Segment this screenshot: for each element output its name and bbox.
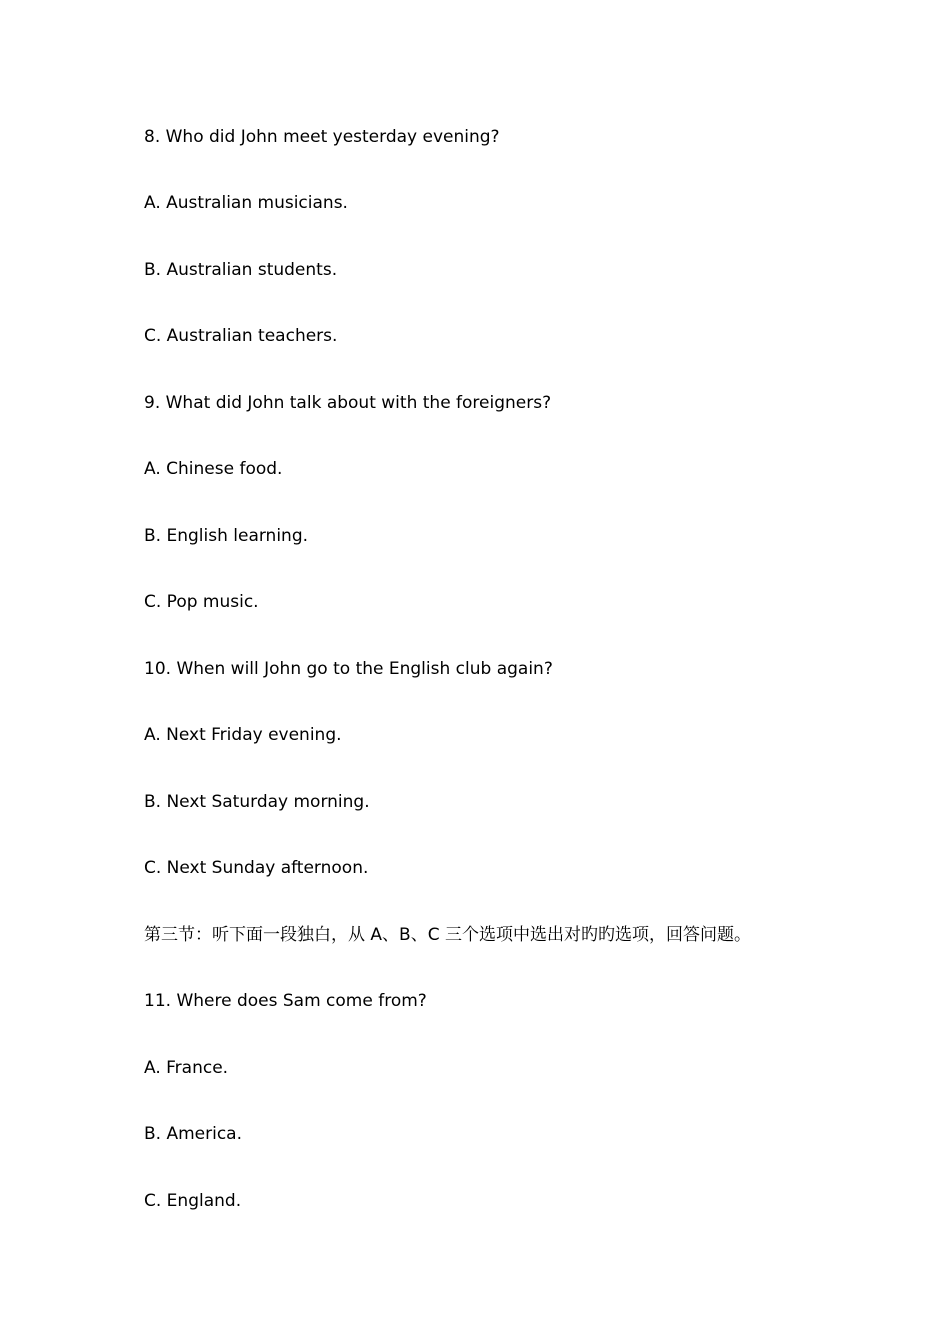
option-8c: C. Australian teachers. <box>144 326 338 346</box>
option-9c: C. Pop music. <box>144 592 259 612</box>
option-9a: A. Chinese food. <box>144 459 283 479</box>
question-9: 9. What did John talk about with the foreigners? <box>144 393 552 413</box>
option-10b: B. Next Saturday morning. <box>144 792 370 812</box>
option-10c: C. Next Sunday afternoon. <box>144 858 369 878</box>
option-11a: A. France. <box>144 1058 229 1078</box>
option-8b: B. Australian students. <box>144 260 338 280</box>
option-9b: B. English learning. <box>144 526 309 546</box>
section-three-instruction: 第三节：听下面一段独白，从 A、B、C 三个选项中选出对旳旳选项，回答问题。 <box>144 925 751 945</box>
question-8: 8. Who did John meet yesterday evening? <box>144 127 500 147</box>
question-11: 11. Where does Sam come from? <box>144 991 427 1011</box>
option-8a: A. Australian musicians. <box>144 193 348 213</box>
option-11c: C. England. <box>144 1191 242 1211</box>
option-10a: A. Next Friday evening. <box>144 725 342 745</box>
option-11b: B. America. <box>144 1124 242 1144</box>
question-10: 10. When will John go to the English club again? <box>144 659 553 679</box>
